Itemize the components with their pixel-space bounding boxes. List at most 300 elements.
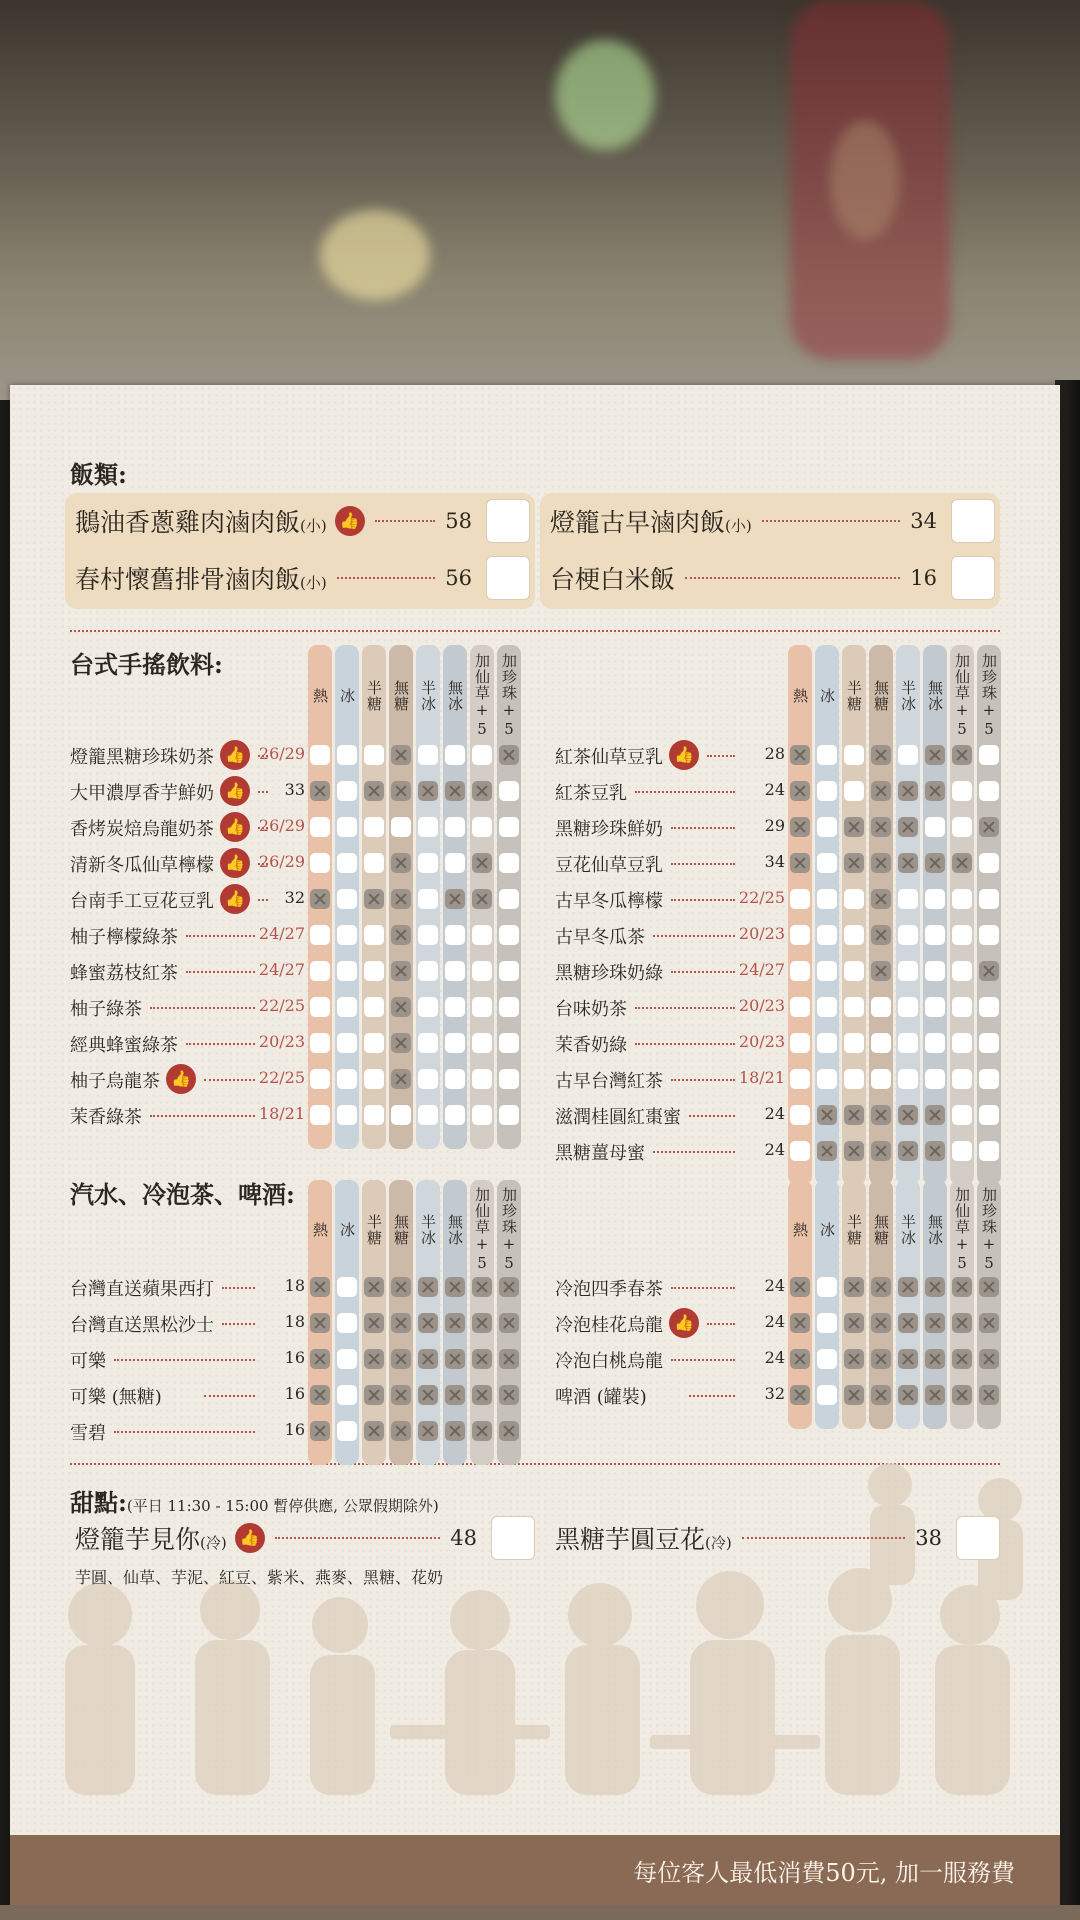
option-checkbox[interactable] (418, 997, 438, 1017)
option-checkbox[interactable] (952, 961, 972, 981)
option-checkbox[interactable] (310, 745, 330, 765)
option-unavailable-icon (391, 1277, 411, 1297)
option-column-header: 半冰 (899, 680, 917, 712)
option-column-header: 無冰 (446, 1213, 464, 1246)
option-checkbox[interactable] (979, 1105, 999, 1125)
option-checkbox[interactable] (898, 961, 918, 981)
option-checkbox[interactable] (364, 925, 384, 945)
dotted-leader (671, 1079, 735, 1081)
option-unavailable-icon (898, 781, 918, 801)
drink-item-name: 燈籠黑糖珍珠奶茶 (70, 747, 214, 768)
dotted-leader (258, 791, 268, 793)
option-checkbox[interactable] (310, 817, 330, 837)
option-unavailable-icon (445, 781, 465, 801)
option-unavailable-icon (391, 1385, 411, 1405)
thumbs-up-icon: 👍 (669, 740, 699, 770)
option-unavailable-icon (472, 1313, 492, 1333)
option-checkbox[interactable] (337, 997, 357, 1017)
drink-item-price: 20/23 (738, 1032, 785, 1051)
option-unavailable-icon (790, 781, 810, 801)
option-unavailable-icon (898, 1313, 918, 1333)
option-checkbox[interactable] (925, 889, 945, 909)
option-checkbox[interactable] (337, 745, 357, 765)
option-checkbox[interactable] (391, 1105, 411, 1125)
option-checkbox[interactable] (817, 889, 837, 909)
option-unavailable-icon (952, 853, 972, 873)
option-unavailable-icon (952, 745, 972, 765)
option-checkbox[interactable] (979, 745, 999, 765)
option-checkbox[interactable] (337, 1033, 357, 1053)
rice-item-name: 燈籠古早滷肉飯(小) (550, 508, 752, 537)
option-unavailable-icon (790, 853, 810, 873)
option-column-header: 冰 (338, 1221, 356, 1238)
option-checkbox[interactable] (844, 961, 864, 981)
option-column-header: 半糖 (845, 680, 863, 712)
option-column-header: 冰 (818, 1221, 836, 1238)
dotted-leader (114, 1359, 255, 1361)
option-unavailable-icon (925, 1277, 945, 1297)
option-checkbox[interactable] (445, 853, 465, 873)
option-checkbox[interactable] (952, 1141, 972, 1161)
dessert-item-name: 黑糖芋圓豆花(冷) (555, 1525, 732, 1554)
rice-item[interactable] (550, 555, 995, 601)
drink-item-price: 24 (764, 1348, 785, 1367)
option-column-header: 無冰 (446, 680, 464, 712)
option-checkbox[interactable] (898, 1033, 918, 1053)
option-unavailable-icon (898, 1349, 918, 1369)
option-column-header: 冰 (818, 688, 836, 704)
option-unavailable-icon (790, 1313, 810, 1333)
option-unavailable-icon (979, 1313, 999, 1333)
option-checkbox[interactable] (790, 925, 810, 945)
option-checkbox[interactable] (418, 1033, 438, 1053)
rice-item-price: 58 (445, 509, 472, 533)
option-checkbox[interactable] (790, 1141, 810, 1161)
option-unavailable-icon (979, 961, 999, 981)
option-checkbox[interactable] (418, 1105, 438, 1125)
option-column-header: 加仙草+5 (473, 653, 491, 739)
option-checkbox[interactable] (445, 1069, 465, 1089)
drink-item-name: 冷泡桂花烏龍 (555, 1315, 663, 1336)
option-checkbox[interactable] (445, 961, 465, 981)
dessert-item[interactable] (555, 1515, 1000, 1561)
dessert-item[interactable] (75, 1515, 535, 1561)
option-checkbox[interactable] (871, 997, 891, 1017)
option-checkbox[interactable] (418, 889, 438, 909)
option-unavailable-icon (418, 1349, 438, 1369)
option-checkbox[interactable] (817, 1069, 837, 1089)
option-checkbox[interactable] (844, 781, 864, 801)
option-checkbox[interactable] (898, 889, 918, 909)
option-unavailable-icon (391, 1069, 411, 1089)
drink-item-price: 28 (764, 744, 785, 763)
option-checkbox[interactable] (418, 853, 438, 873)
option-checkbox[interactable] (979, 889, 999, 909)
table-surface-background (0, 0, 1080, 400)
drink-item-name: 可樂 (無糖) (70, 1387, 162, 1408)
option-checkbox[interactable] (817, 1385, 837, 1405)
option-checkbox[interactable] (844, 925, 864, 945)
option-checkbox[interactable] (499, 781, 519, 801)
option-checkbox[interactable] (337, 1349, 357, 1369)
option-checkbox[interactable] (472, 1033, 492, 1053)
option-checkbox[interactable] (499, 853, 519, 873)
option-unavailable-icon (364, 1421, 384, 1441)
drink-item-price: 22/25 (258, 1068, 305, 1087)
thumbs-up-icon: 👍 (220, 848, 250, 878)
option-checkbox[interactable] (337, 1277, 357, 1297)
option-checkbox[interactable] (310, 997, 330, 1017)
option-checkbox[interactable] (844, 889, 864, 909)
option-checkbox[interactable] (499, 925, 519, 945)
option-checkbox[interactable] (952, 1105, 972, 1125)
option-unavailable-icon (844, 1349, 864, 1369)
option-checkbox[interactable] (952, 997, 972, 1017)
option-unavailable-icon (871, 1313, 891, 1333)
order-checkbox[interactable] (956, 1516, 1000, 1560)
order-checkbox[interactable] (486, 556, 530, 600)
option-checkbox[interactable] (337, 1385, 357, 1405)
rice-item-name: 春村懷舊排骨滷肉飯(小) (75, 565, 327, 594)
dotted-leader (222, 1323, 255, 1325)
dotted-leader (258, 899, 268, 901)
option-checkbox[interactable] (337, 961, 357, 981)
option-unavailable-icon (898, 817, 918, 837)
option-checkbox[interactable] (499, 997, 519, 1017)
option-checkbox[interactable] (925, 925, 945, 945)
rice-item-price: 16 (910, 566, 937, 590)
option-unavailable-icon (871, 889, 891, 909)
option-unavailable-icon (310, 1313, 330, 1333)
option-unavailable-icon (952, 1313, 972, 1333)
option-checkbox[interactable] (472, 997, 492, 1017)
drink-item-price: 32 (764, 1384, 785, 1403)
option-checkbox[interactable] (925, 997, 945, 1017)
option-column-header: 無冰 (926, 680, 944, 712)
option-checkbox[interactable] (499, 1069, 519, 1089)
option-unavailable-icon (418, 1421, 438, 1441)
option-unavailable-icon (925, 1313, 945, 1333)
option-checkbox[interactable] (979, 997, 999, 1017)
drink-item-name: 台味奶茶 (555, 999, 627, 1020)
option-checkbox[interactable] (871, 1033, 891, 1053)
option-unavailable-icon (979, 1277, 999, 1297)
dotted-leader (707, 1323, 735, 1325)
option-checkbox[interactable] (499, 961, 519, 981)
option-unavailable-icon (871, 1385, 891, 1405)
option-unavailable-icon (391, 1349, 411, 1369)
option-checkbox[interactable] (790, 997, 810, 1017)
option-column-header: 無糖 (392, 680, 410, 712)
option-checkbox[interactable] (310, 853, 330, 873)
option-checkbox[interactable] (844, 1069, 864, 1089)
option-checkbox[interactable] (817, 853, 837, 873)
option-checkbox[interactable] (979, 781, 999, 801)
dotted-leader (689, 1115, 735, 1117)
option-checkbox[interactable] (337, 1313, 357, 1333)
order-checkbox[interactable] (486, 499, 530, 543)
drink-item-price: 26/29 (258, 744, 305, 763)
drink-item-price: 16 (284, 1348, 305, 1367)
drink-item-price: 24 (764, 1104, 785, 1123)
option-unavailable-icon (952, 1349, 972, 1369)
option-column-header: 熱 (791, 1221, 809, 1238)
option-checkbox[interactable] (391, 817, 411, 837)
option-checkbox[interactable] (364, 961, 384, 981)
drink-item-name: 香烤炭焙烏龍奶茶 (70, 819, 214, 840)
option-checkbox[interactable] (445, 1105, 465, 1125)
option-column-header: 加珍珠+5 (500, 1186, 518, 1273)
option-checkbox[interactable] (790, 1069, 810, 1089)
option-checkbox[interactable] (952, 781, 972, 801)
drink-item-price: 20/23 (258, 1032, 305, 1051)
option-checkbox[interactable] (925, 1069, 945, 1089)
option-unavailable-icon (310, 1349, 330, 1369)
option-checkbox[interactable] (499, 889, 519, 909)
option-checkbox[interactable] (472, 1105, 492, 1125)
option-checkbox[interactable] (979, 1141, 999, 1161)
dotted-leader (114, 1431, 255, 1433)
option-checkbox[interactable] (337, 817, 357, 837)
option-checkbox[interactable] (364, 817, 384, 837)
dessert-ingredients: 芋圓、仙草、芋泥、紅豆、紫米、燕麥、黑糖、花奶 (75, 1568, 444, 1587)
option-unavailable-icon (391, 781, 411, 801)
option-checkbox[interactable] (310, 1105, 330, 1125)
drink-item-name: 古早冬瓜茶 (555, 927, 645, 948)
option-unavailable-icon (364, 1349, 384, 1369)
option-column-header: 加珍珠+5 (980, 1186, 998, 1273)
option-checkbox[interactable] (445, 745, 465, 765)
option-checkbox[interactable] (844, 997, 864, 1017)
option-unavailable-icon (790, 1277, 810, 1297)
option-checkbox[interactable] (952, 889, 972, 909)
option-unavailable-icon (445, 1313, 465, 1333)
option-checkbox[interactable] (418, 925, 438, 945)
option-checkbox[interactable] (979, 925, 999, 945)
option-checkbox[interactable] (337, 1421, 357, 1441)
dotted-leader (653, 935, 735, 937)
option-checkbox[interactable] (364, 1033, 384, 1053)
option-checkbox[interactable] (472, 1069, 492, 1089)
option-checkbox[interactable] (790, 961, 810, 981)
dotted-leader (762, 520, 901, 522)
option-checkbox[interactable] (472, 961, 492, 981)
drink-item-name: 柚子檸檬綠茶 (70, 927, 178, 948)
dotted-leader (204, 1079, 255, 1081)
dotted-leader (671, 863, 735, 865)
drink-item-price: 24/27 (258, 924, 305, 943)
option-checkbox[interactable] (310, 925, 330, 945)
option-checkbox[interactable] (817, 1033, 837, 1053)
dotted-leader (204, 1395, 255, 1397)
option-checkbox[interactable] (364, 1069, 384, 1089)
dotted-leader (742, 1537, 906, 1539)
rice-item-price: 34 (910, 509, 937, 533)
option-checkbox[interactable] (925, 817, 945, 837)
option-column-header: 加珍珠+5 (980, 653, 998, 739)
drink-item-name: 黑糖薑母蜜 (555, 1143, 645, 1164)
option-checkbox[interactable] (364, 1105, 384, 1125)
option-checkbox[interactable] (472, 925, 492, 945)
option-unavailable-icon (391, 1033, 411, 1053)
option-checkbox[interactable] (817, 817, 837, 837)
dotted-leader (186, 971, 255, 973)
option-unavailable-icon (871, 961, 891, 981)
option-checkbox[interactable] (790, 1033, 810, 1053)
option-checkbox[interactable] (925, 1033, 945, 1053)
option-checkbox[interactable] (952, 1069, 972, 1089)
option-unavailable-icon (952, 1277, 972, 1297)
dotted-leader (689, 1395, 735, 1397)
option-checkbox[interactable] (790, 889, 810, 909)
option-column-header: 無糖 (872, 680, 890, 712)
option-checkbox[interactable] (925, 961, 945, 981)
option-checkbox[interactable] (337, 889, 357, 909)
drink-item-name: 黑糖珍珠奶綠 (555, 963, 663, 984)
dessert-item-price: 48 (450, 1526, 477, 1550)
rice-item[interactable] (75, 498, 530, 544)
option-checkbox[interactable] (499, 817, 519, 837)
dotted-leader (150, 1115, 255, 1117)
option-checkbox[interactable] (817, 961, 837, 981)
option-checkbox[interactable] (310, 1033, 330, 1053)
option-checkbox[interactable] (418, 817, 438, 837)
drink-item-name: 經典蜂蜜綠茶 (70, 1035, 178, 1056)
option-unavailable-icon (790, 817, 810, 837)
option-unavailable-icon (871, 781, 891, 801)
drink-item-name: 可樂 (70, 1351, 106, 1372)
footer-bar (10, 1835, 1060, 1905)
option-checkbox[interactable] (337, 853, 357, 873)
option-unavailable-icon (925, 745, 945, 765)
option-checkbox[interactable] (979, 853, 999, 873)
option-unavailable-icon (364, 1277, 384, 1297)
option-unavailable-icon (364, 781, 384, 801)
option-checkbox[interactable] (337, 1105, 357, 1125)
option-checkbox[interactable] (364, 997, 384, 1017)
drink-item-name: 啤酒 (罐裝) (555, 1387, 647, 1408)
option-unavailable-icon (979, 1385, 999, 1405)
option-unavailable-icon (310, 1277, 330, 1297)
dotted-leader (635, 791, 735, 793)
option-checkbox[interactable] (418, 745, 438, 765)
option-checkbox[interactable] (844, 745, 864, 765)
drink-item-name: 古早台灣紅茶 (555, 1071, 663, 1092)
option-checkbox[interactable] (445, 817, 465, 837)
drink-item-price: 20/23 (738, 924, 785, 943)
order-checkbox[interactable] (951, 499, 995, 543)
rice-item[interactable] (550, 498, 995, 544)
option-checkbox[interactable] (445, 997, 465, 1017)
drink-item-name: 紅茶仙草豆乳 (555, 747, 663, 768)
option-checkbox[interactable] (499, 1105, 519, 1125)
rice-section-title: 飯類: (70, 460, 127, 489)
option-checkbox[interactable] (817, 745, 837, 765)
rice-item[interactable] (75, 555, 530, 601)
option-unavailable-icon (391, 925, 411, 945)
option-checkbox[interactable] (364, 853, 384, 873)
option-checkbox[interactable] (979, 1033, 999, 1053)
red-object (790, 0, 950, 360)
option-checkbox[interactable] (898, 925, 918, 945)
option-checkbox[interactable] (952, 817, 972, 837)
option-checkbox[interactable] (817, 1313, 837, 1333)
option-checkbox[interactable] (817, 1349, 837, 1369)
option-checkbox[interactable] (844, 1033, 864, 1053)
option-checkbox[interactable] (418, 961, 438, 981)
option-checkbox[interactable] (337, 925, 357, 945)
order-checkbox[interactable] (491, 1516, 535, 1560)
option-checkbox[interactable] (952, 1033, 972, 1053)
option-column-header: 半糖 (365, 680, 383, 712)
order-checkbox[interactable] (951, 556, 995, 600)
option-checkbox[interactable] (817, 781, 837, 801)
drink-item-name: 茉香綠茶 (70, 1107, 142, 1128)
dotted-leader (375, 520, 436, 522)
option-checkbox[interactable] (364, 745, 384, 765)
option-unavailable-icon (445, 1277, 465, 1297)
option-checkbox[interactable] (898, 1069, 918, 1089)
option-checkbox[interactable] (418, 1069, 438, 1089)
thumbs-up-icon: 👍 (220, 884, 250, 914)
drink-item-price: 18/21 (738, 1068, 785, 1087)
thumbs-up-icon: 👍 (220, 776, 250, 806)
drink-item-name: 豆花仙草豆乳 (555, 855, 663, 876)
drink-item-name: 台灣直送黑松沙士 (70, 1315, 214, 1336)
thumbs-up-icon: 👍 (166, 1064, 196, 1094)
option-checkbox[interactable] (871, 1069, 891, 1089)
option-checkbox[interactable] (979, 1069, 999, 1089)
thumbs-up-icon: 👍 (235, 1523, 265, 1553)
dessert-title: 甜點: (70, 1488, 127, 1517)
option-column-header: 半糖 (845, 1213, 863, 1246)
option-checkbox[interactable] (445, 1033, 465, 1053)
option-checkbox[interactable] (445, 925, 465, 945)
option-checkbox[interactable] (898, 745, 918, 765)
drink-item-name: 茉香奶綠 (555, 1035, 627, 1056)
option-column-header: 無冰 (926, 1213, 944, 1246)
option-checkbox[interactable] (790, 1105, 810, 1125)
thumbs-up-icon: 👍 (335, 506, 365, 536)
option-checkbox[interactable] (898, 997, 918, 1017)
dotted-leader (671, 827, 735, 829)
option-checkbox[interactable] (472, 817, 492, 837)
option-checkbox[interactable] (310, 1069, 330, 1089)
drink-item-name: 冷泡四季春茶 (555, 1279, 663, 1300)
option-column-header: 熱 (791, 688, 809, 704)
option-unavailable-icon (844, 1277, 864, 1297)
option-checkbox[interactable] (817, 925, 837, 945)
drinks-section-title: 台式手搖飲料: (70, 650, 223, 679)
option-checkbox[interactable] (310, 961, 330, 981)
option-column-header: 半冰 (899, 1213, 917, 1246)
dotted-leader (671, 1359, 735, 1361)
thumbs-up-icon: 👍 (220, 740, 250, 770)
option-unavailable-icon (898, 853, 918, 873)
option-checkbox[interactable] (817, 1277, 837, 1297)
dotted-leader (275, 1537, 441, 1539)
option-checkbox[interactable] (337, 781, 357, 801)
option-unavailable-icon (391, 1313, 411, 1333)
option-checkbox[interactable] (472, 745, 492, 765)
option-checkbox[interactable] (952, 925, 972, 945)
option-checkbox[interactable] (337, 1069, 357, 1089)
option-checkbox[interactable] (499, 1033, 519, 1053)
option-unavailable-icon (499, 745, 519, 765)
option-checkbox[interactable] (817, 997, 837, 1017)
thumbs-up-icon: 👍 (220, 812, 250, 842)
option-column-header: 冰 (338, 688, 356, 704)
